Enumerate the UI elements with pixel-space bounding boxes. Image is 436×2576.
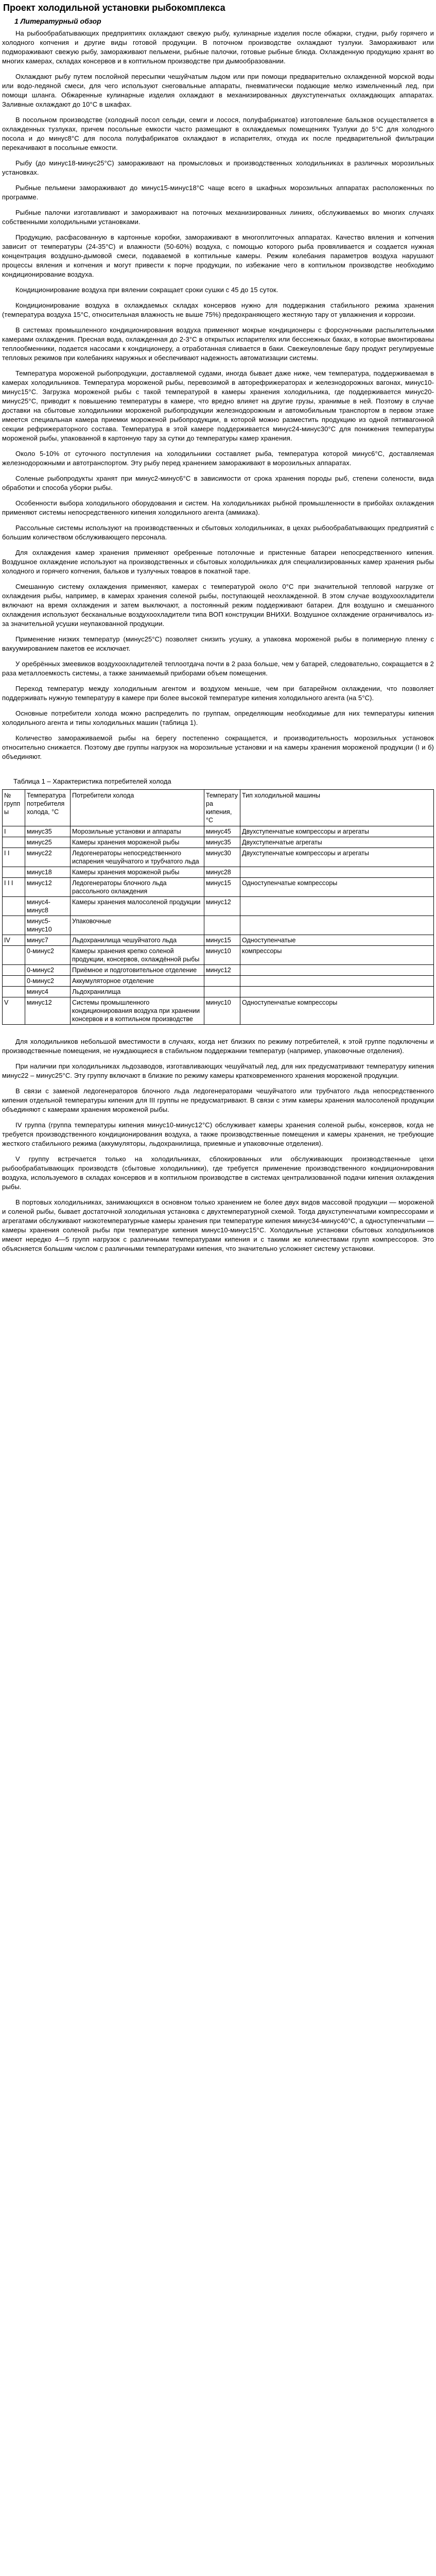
document-title: Проект холодильной установки рыбокомплекса bbox=[3, 3, 225, 13]
paragraph: При наличии при холодильниках льдозаводов, изготавливающих чешуйчатый лед, для них предусматривают температуру кипения минус22 – минус25°С. Эту группу включают в близкие по режиму камеры кратковременного хранения мороженой продукции. bbox=[2, 1062, 434, 1079]
table-row bbox=[3, 916, 434, 935]
paragraph: IV группа (группа температуры кипения минус10-минус12°С) обслуживает камеры хранения соленой рыбы, консервов, когда не требуется производственного кондиционирования воздуха, а также производственные помещения и камеры хранения, не требующие жесткого стабильного режима (аккумуляторы, льдохранилища, приемные и упаковочные отделения). bbox=[2, 1121, 434, 1147]
table-cell bbox=[204, 987, 240, 997]
table-cell: минус12 bbox=[25, 997, 71, 1025]
table-cell: V bbox=[3, 997, 25, 1025]
paragraph: Рассольные системы используют на производственных и сбытовых холодильниках, в цехах рыбообрабатывающих предприятий с большим количеством обслуживающего персонала. bbox=[2, 524, 434, 541]
table-cell: Ледогенераторы блочного льда рассольного охлаждения bbox=[71, 878, 204, 897]
table-cell: Морозильные установки и аппараты bbox=[71, 826, 204, 837]
table-header-cell: Температура потребителя холода, °С bbox=[25, 790, 71, 826]
table-cell: минус15 bbox=[204, 935, 240, 946]
paragraph: Основные потребители холода можно распределить по группам, определяющим необходимые для них температуры кипения холодильного агента и типы холодильных машин (таблица 1). bbox=[2, 709, 434, 726]
table-cell: I I I bbox=[3, 878, 25, 897]
table-cell bbox=[240, 987, 434, 997]
table-header-cell: № группы bbox=[3, 790, 25, 826]
table-row bbox=[3, 878, 434, 897]
paragraph: Температура мороженой рыбопродукции, доставляемой судами, иногда бывает даже ниже, чем температура, поддерживаемая в камерах холодильников. Температура мороженой рыбы, перевозимой в авторефрижераторах и железнодорожных вагонах, минус10-минус15°С. Загрузка мороженой рыбы с такой температурой в камеры хранения холодильника, где поддерживается минус20-минус25°С, приводит к повышению температуры в камере, что вредно влияет на другие грузы, хранимые в ней. Поэтому в случае доставки на сбытовые холодильники мороженой рыбопродукции железнодорожным и автомобильным транспортом в первом этаже имеется специальная камера приемки мороженой рыбопродукции, в которой можно разместить продукцию из одной пятивагонной секции рефрижераторного состава. Температура в этой камере поддерживается минус24-минус30°С для понижения температуры мороженой рыбы, упакованной в картонную тару за сутки до температуры камер хранения. bbox=[2, 369, 434, 442]
table-cell bbox=[204, 916, 240, 935]
paragraph: Количество замораживаемой рыбы на берегу постепенно сокращается, и производительность морозильных установок относительно снижается. Поэтому две группы нагрузок на морозильные установки и на камеры хранения мороженой продукции (I и б) объединяют. bbox=[2, 734, 434, 760]
paragraph: Охлаждают рыбу путем послойной пересыпки чешуйчатым льдом или при помощи предварительно охлажденной морской воды или водо-ледяной смеси, для чего используют снеговальные аппараты, пневматически подающие мелко измельченный лед, при помощи шланга. Обжаренные кулинарные изделия охлаждают в механизированных двухступенчатых охлаждающих аппаратах. Заливные охлаждают до 10°С в шкафах. bbox=[2, 73, 434, 108]
table-cell: Камеры хранения мороженой рыбы bbox=[71, 837, 204, 848]
paragraph: В системах промышленного кондиционирования воздуха применяют мокрые кондиционеры с форсуночными распылительными камерами охлаждения. Пресная вода, охлажденная до 2-3°С в открытых испарителях или бесснежных баках, в которые вмонтированы теплообменники, подается насосами к кондиционеру, а отработанная сливается в баки. Свежеуловленые бару продукт регулируемые тепловых режимов при колебаниях наружных и обеспечивают надежность автоматизации системы. bbox=[2, 326, 434, 362]
table-row bbox=[3, 946, 434, 965]
paragraph: Для охлаждения камер хранения применяют оребренные потолочные и пристенные батареи непосредственного кипения. Воздушное охлаждение используют на производственных и сбытовых холодильниках для специализированных камер хранения рыбы холодного и горячего копчения, бальков и тузлучных товаров в покатной таре. bbox=[2, 549, 434, 575]
table-row bbox=[3, 826, 434, 837]
table-cell: минус15 bbox=[204, 878, 240, 897]
table-cell: I bbox=[3, 826, 25, 837]
table-row bbox=[3, 897, 434, 916]
table-cell bbox=[3, 976, 25, 987]
table-cell: минус30 bbox=[204, 848, 240, 867]
table-cell: компрессоры bbox=[240, 946, 434, 965]
table-cell: минус28 bbox=[204, 867, 240, 878]
table-cell: Одноступенчатые компрессоры bbox=[240, 997, 434, 1025]
paragraph: На рыбообрабатывающих предприятиях охлаждают свежую рыбу, кулинарные изделия после обжарки, студни, рыбу горячего и холодного копчения и другие виды готовой продукции. В поточном производстве охлаждают тузлуки. Замораживают или подмораживают свежую рыбу, замораживают пельмени, рыбные палочки, готовые рыбные блюда. Охлажденную продукцию хранят во многих камерах, складах консервов и в коптильном производстве при дымообразовании. bbox=[2, 29, 434, 65]
table-row bbox=[3, 848, 434, 867]
table-row bbox=[3, 867, 434, 878]
table-cell: Приёмное и подготовительное отделение bbox=[71, 965, 204, 976]
table-row bbox=[3, 997, 434, 1025]
paragraph: Рыбные палочки изготавливают и замораживают на поточных механизированных линиях, обслуживаемых во многих случаях собственными холодильными установками. bbox=[2, 209, 434, 226]
table-cell bbox=[3, 867, 25, 878]
table-cell: Двухступенчатые агрегаты bbox=[240, 837, 434, 848]
paragraph: Особенности выбора холодильного оборудования и систем. На холодильниках рыбной промышленности в прибойах охлаждения применяют системы непосредственного кипения холодильного агента (аммиака). bbox=[2, 499, 434, 516]
outro-body bbox=[2, 1037, 434, 1253]
table-cell bbox=[240, 916, 434, 935]
table-cell: 0-минус2 bbox=[25, 976, 71, 987]
table-row bbox=[3, 965, 434, 976]
paragraph: Около 5-10% от суточного поступления на холодильники составляет рыба, температура которой минус6°С, доставляемая железнодорожными и автотранспортом. Эту рыбу перед хранением замораживают в морозильных аппаратах. bbox=[2, 450, 434, 467]
paragraph: В портовых холодильниках, занимающихся в основном только хранением не более двух видов массовой продукции — мороженой и соленой рыбы, бывает достаточной холодильная установка с двухтемпературной схемой. Тогда двухступенчатыми компрессорами и агрегатами обслуживают низкотемпературные камеры хранения при температуре кипения минус34-минус40°С, а одноступенчатыми — камеры хранения соленой рыбы при температуре кипения минус10-минус15°С. Холодильные установки сбытовых холодильников имеют нередко 4—5 групп нагрузок с различными температурами кипения и с такими же количествами групп компрессоров. Это объясняется большим числом с различными температурами кипения, что значительно усложняет систему установки. bbox=[2, 1198, 434, 1252]
paragraph: Рыбу (до минус18-минус25°С) замораживают на промысловых и производственных холодильниках в различных морозильных установках. bbox=[2, 159, 434, 176]
table-cell: Ледогенераторы непосредственного испарения чешуйчатого и трубчатого льда bbox=[71, 848, 204, 867]
table-cell: Льдохранилища bbox=[71, 987, 204, 997]
table-cell: IV bbox=[3, 935, 25, 946]
table-cell bbox=[3, 965, 25, 976]
table-header-cell: Потребители холода bbox=[71, 790, 204, 826]
table-cell: минус7 bbox=[25, 935, 71, 946]
paragraph: Переход температур между холодильным агентом и воздухом меньше, чем при батарейном охлаждении, что позволяет поддерживать нужную температуру в камере при более высокой температуре кипения холодильного агента (на 5°С). bbox=[2, 685, 434, 702]
table-header-cell: Тип холодильной машины bbox=[240, 790, 434, 826]
document-page bbox=[0, 2, 436, 1270]
section-title: 1 Литературный обзор bbox=[14, 17, 101, 25]
paragraph: Смешанную систему охлаждения применяют, камерах с температурой около 0°С при значительной тепловой нагрузке от охлаждения рыбы, например, в камерах хранения соленой рыбы, поступающей неохлажденной. В этом случае воздухоохладители включают на время охлаждения и затем выключают, а постоянный режим поддерживают батареи. Для воздушно и смешанного охлаждения используют бесканальные воздухоохладители типа ВОП конструкции ВНИХИ. Воздушное охлаждение ограничивалось из-за значительной усушки неупакованной продукции. bbox=[2, 583, 434, 628]
table-cell: минус35 bbox=[25, 826, 71, 837]
table-cell bbox=[204, 976, 240, 987]
table-header-cell: Температура кипения, °С bbox=[204, 790, 240, 826]
paragraph: Для холодильников небольшой вместимости в случаях, когда нет близких по режиму потребителей, к этой группе подключены и производственные помещения, не нуждающиеся в стабильном поддержании температур (например, упаковочные отделения). bbox=[2, 1038, 434, 1055]
table-cell bbox=[3, 916, 25, 935]
table-cell: Камеры хранения мороженой рыбы bbox=[71, 867, 204, 878]
paragraph: В связи с заменой ледогенераторов блочного льда ледогенераторами чешуйчатого или трубчатого льда непосредственного кипения отдельной температуры кипения для III группы не предусматривают. В связи с этим камеры хранения малосоленой продукции объединяют с камерами хранения мороженой рыбы. bbox=[2, 1087, 434, 1113]
table-cell: Камеры хранения малосоленой продукции bbox=[71, 897, 204, 916]
table-cell: минус5-минус10 bbox=[25, 916, 71, 935]
table-cell: минус12 bbox=[204, 965, 240, 976]
table-cell: Одноступенчатые bbox=[240, 935, 434, 946]
table-cell: Аккумуляторное отделение bbox=[71, 976, 204, 987]
table-cell: Двухступенчатые компрессоры и агрегаты bbox=[240, 826, 434, 837]
table-cell: минус12 bbox=[25, 878, 71, 897]
table-cell: минус25 bbox=[25, 837, 71, 848]
table-cell: минус12 bbox=[204, 897, 240, 916]
table-cell: I I bbox=[3, 848, 25, 867]
table-row bbox=[3, 935, 434, 946]
paragraph: У оребрённых змеевиков воздухоохладителей теплоотдача почти в 2 раза больше, чем у батарей, следовательно, сокращается в 2 раза металлоемкость системы, а также занимаемый приборами объем помещения. bbox=[2, 660, 434, 677]
table-row bbox=[3, 837, 434, 848]
table-cell bbox=[240, 976, 434, 987]
table-cell: минус10 bbox=[204, 946, 240, 965]
paragraph: V группу встречается только на холодильниках, сблокированных или обслуживающих производственные цехи рыбообрабатывающих производств (сбытовые холодильники), где требуется применение производственного кондиционирования воздуха, используемого в складах консервов и в коптильном производстве в системах централизованной подачи кипения охлаждения рыбы. bbox=[2, 1155, 434, 1191]
table-cell bbox=[3, 897, 25, 916]
paragraph: Применение низких температур (минус25°С) позволяет снизить усушку, а упаковка мороженой рыбы в полимерную пленку с вакуумированием пакетов ее исключает. bbox=[2, 635, 434, 652]
table-cell: Одноступенчатые компрессоры bbox=[240, 878, 434, 897]
table-cell: Упаковочные bbox=[71, 916, 204, 935]
table-cell: минус45 bbox=[204, 826, 240, 837]
paragraph: В посольном производстве (холодный посол сельди, семги и лосося, полуфабрикатов) изготовление бальзков осуществляется в охлажденных тузлуках, причем посольные емкости часто размещают в охлаждаемых помещениях Тузлуки до 5°С для холодного посола и до минус8°С для посола полуфабрикатов охлаждают в испарителях, откуда их после предварительной фильтрации перекачивают в посольные емкости. bbox=[2, 116, 434, 151]
cold-consumers-table bbox=[2, 789, 434, 1025]
intro-body bbox=[2, 29, 434, 761]
paragraph: Рыбные пельмени замораживают до минус15-минус18°С чаще всего в шкафных морозильных аппаратах расположенных по программе. bbox=[2, 184, 434, 201]
table-body bbox=[3, 826, 434, 1025]
table-cell: минус10 bbox=[204, 997, 240, 1025]
table-cell bbox=[240, 965, 434, 976]
table-cell bbox=[240, 867, 434, 878]
table-row bbox=[3, 987, 434, 997]
table-cell: минус18 bbox=[25, 867, 71, 878]
table-cell: 0-минус2 bbox=[25, 946, 71, 965]
table-cell: минус35 bbox=[204, 837, 240, 848]
table-cell bbox=[3, 837, 25, 848]
table-row bbox=[3, 976, 434, 987]
table-cell: минус4 bbox=[25, 987, 71, 997]
table-cell bbox=[240, 897, 434, 916]
table-cell: Льдохранилища чешуйчатого льда bbox=[71, 935, 204, 946]
table-cell: минус4-минус8 bbox=[25, 897, 71, 916]
paragraph: Соленые рыбопродукты хранят при минус2-минус6°С в зависимости от срока хранения породы рыб, степени солености, вида обработки и способа уборки рыбы. bbox=[2, 474, 434, 492]
table-caption: Таблица 1 – Характеристика потребителей холода bbox=[13, 777, 171, 785]
paragraph: Продукцию, расфасованную в картонные коробки, замораживают в многоплиточных аппаратах. Качество вяления и копчения зависит от температуры (24-35°С) и влажности (50-60%) воздуха, с помощью которого рыба провяливается и создается нужная концентрация воздушно-дымовой смеси, подаваемой в коптильные камеры. Режим колебания параметров воздуха нарушают процессы вяления и копчения и могут привести к порче продукции, по избежание чего в коптильном производстве необходимо кондиционирование воздуха. bbox=[2, 233, 434, 278]
table-cell: Камеры хранения крепко соленой продукции, консервов, охлаждённой рыбы bbox=[71, 946, 204, 965]
table-cell: Двухступенчатые компрессоры и агрегаты bbox=[240, 848, 434, 867]
table-cell bbox=[3, 987, 25, 997]
table-cell: Системы промышленного кондиционирования воздуха при хранении консервов и в коптильном производстве bbox=[71, 997, 204, 1025]
paragraph: Кондиционирование воздуха при вялении сокращает сроки сушки с 45 до 15 суток. bbox=[15, 286, 278, 294]
paragraph: Кондиционирование воздуха в охлаждаемых складах консервов нужно для поддержания стабильного режима хранения (температура воздуха 15°С, относительная влажность не выше 75%) предохраняющего жестяную тару от увлажнения и коррозии. bbox=[2, 301, 434, 318]
table-cell: минус22 bbox=[25, 848, 71, 867]
table-header-row bbox=[3, 790, 434, 826]
table-cell: 0-минус2 bbox=[25, 965, 71, 976]
table-cell bbox=[3, 946, 25, 965]
